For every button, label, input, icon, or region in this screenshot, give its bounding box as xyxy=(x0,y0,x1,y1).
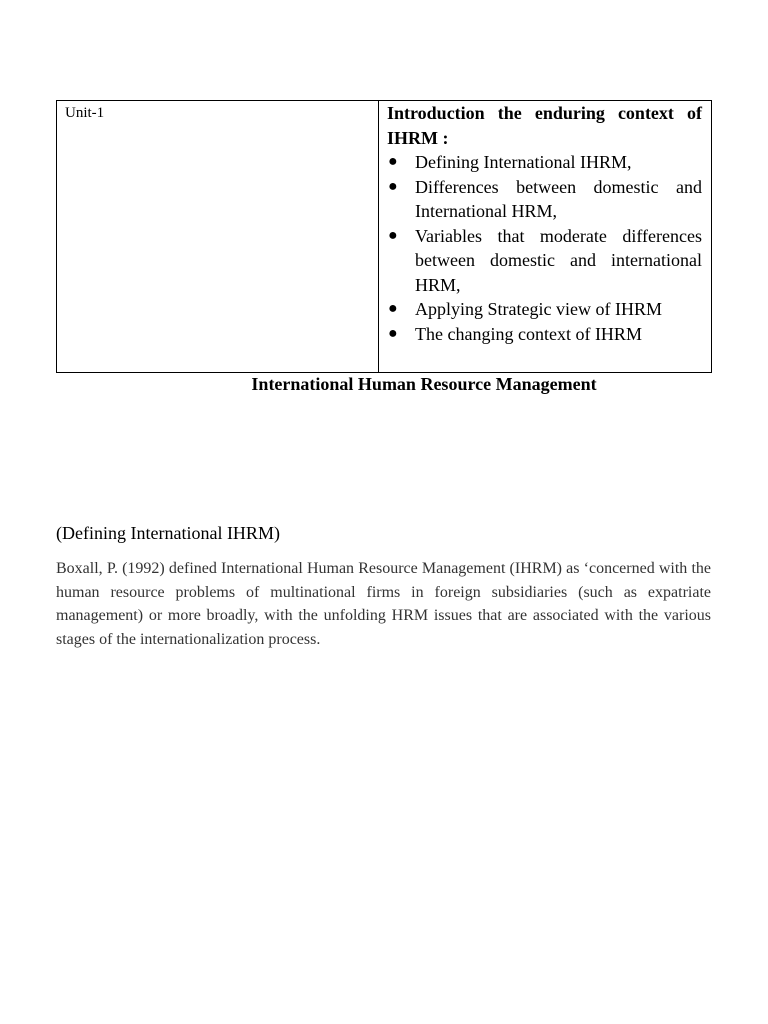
unit-cell xyxy=(57,101,379,373)
section-heading: (Defining International IHRM) xyxy=(56,523,280,543)
topic-text: Variables that moderate differences between domestic and international HRM, xyxy=(415,225,702,295)
unit-label: Unit-1 xyxy=(65,105,105,121)
list-item xyxy=(387,224,702,298)
unit-table-row xyxy=(57,101,712,373)
list-item xyxy=(387,150,702,175)
bullet-icon: ● xyxy=(388,177,398,195)
bullet-icon: ● xyxy=(388,226,398,244)
topic-text: Differences between domestic and International HRM, xyxy=(415,176,702,221)
bullet-icon: ● xyxy=(388,153,398,170)
topic-text: Defining International IHRM, xyxy=(415,152,632,172)
unit-content-cell xyxy=(379,101,712,373)
list-item xyxy=(387,322,702,347)
list-item xyxy=(387,297,702,322)
body-paragraph: Boxall, P. (1992) defined International Human Resource Management (IHRM) as ‘concerned with the human resource problems of multinational firms in foreign subsidiaries (such as expatriate management) or more broadly, with the unfolding HRM issues that are associated with the various stages of the internationalization process. xyxy=(56,560,711,648)
topic-list xyxy=(387,150,702,346)
bullet-icon: ● xyxy=(388,324,398,342)
unit-heading: Introduction the enduring context of IHRM : xyxy=(387,103,702,148)
document-title: International Human Resource Management xyxy=(251,374,597,394)
topic-text: Applying Strategic view of IHRM xyxy=(415,299,662,319)
bullet-icon: ● xyxy=(388,300,398,317)
list-item xyxy=(387,175,702,224)
unit-table xyxy=(56,100,712,373)
topic-text: The changing context of IHRM xyxy=(415,323,642,344)
